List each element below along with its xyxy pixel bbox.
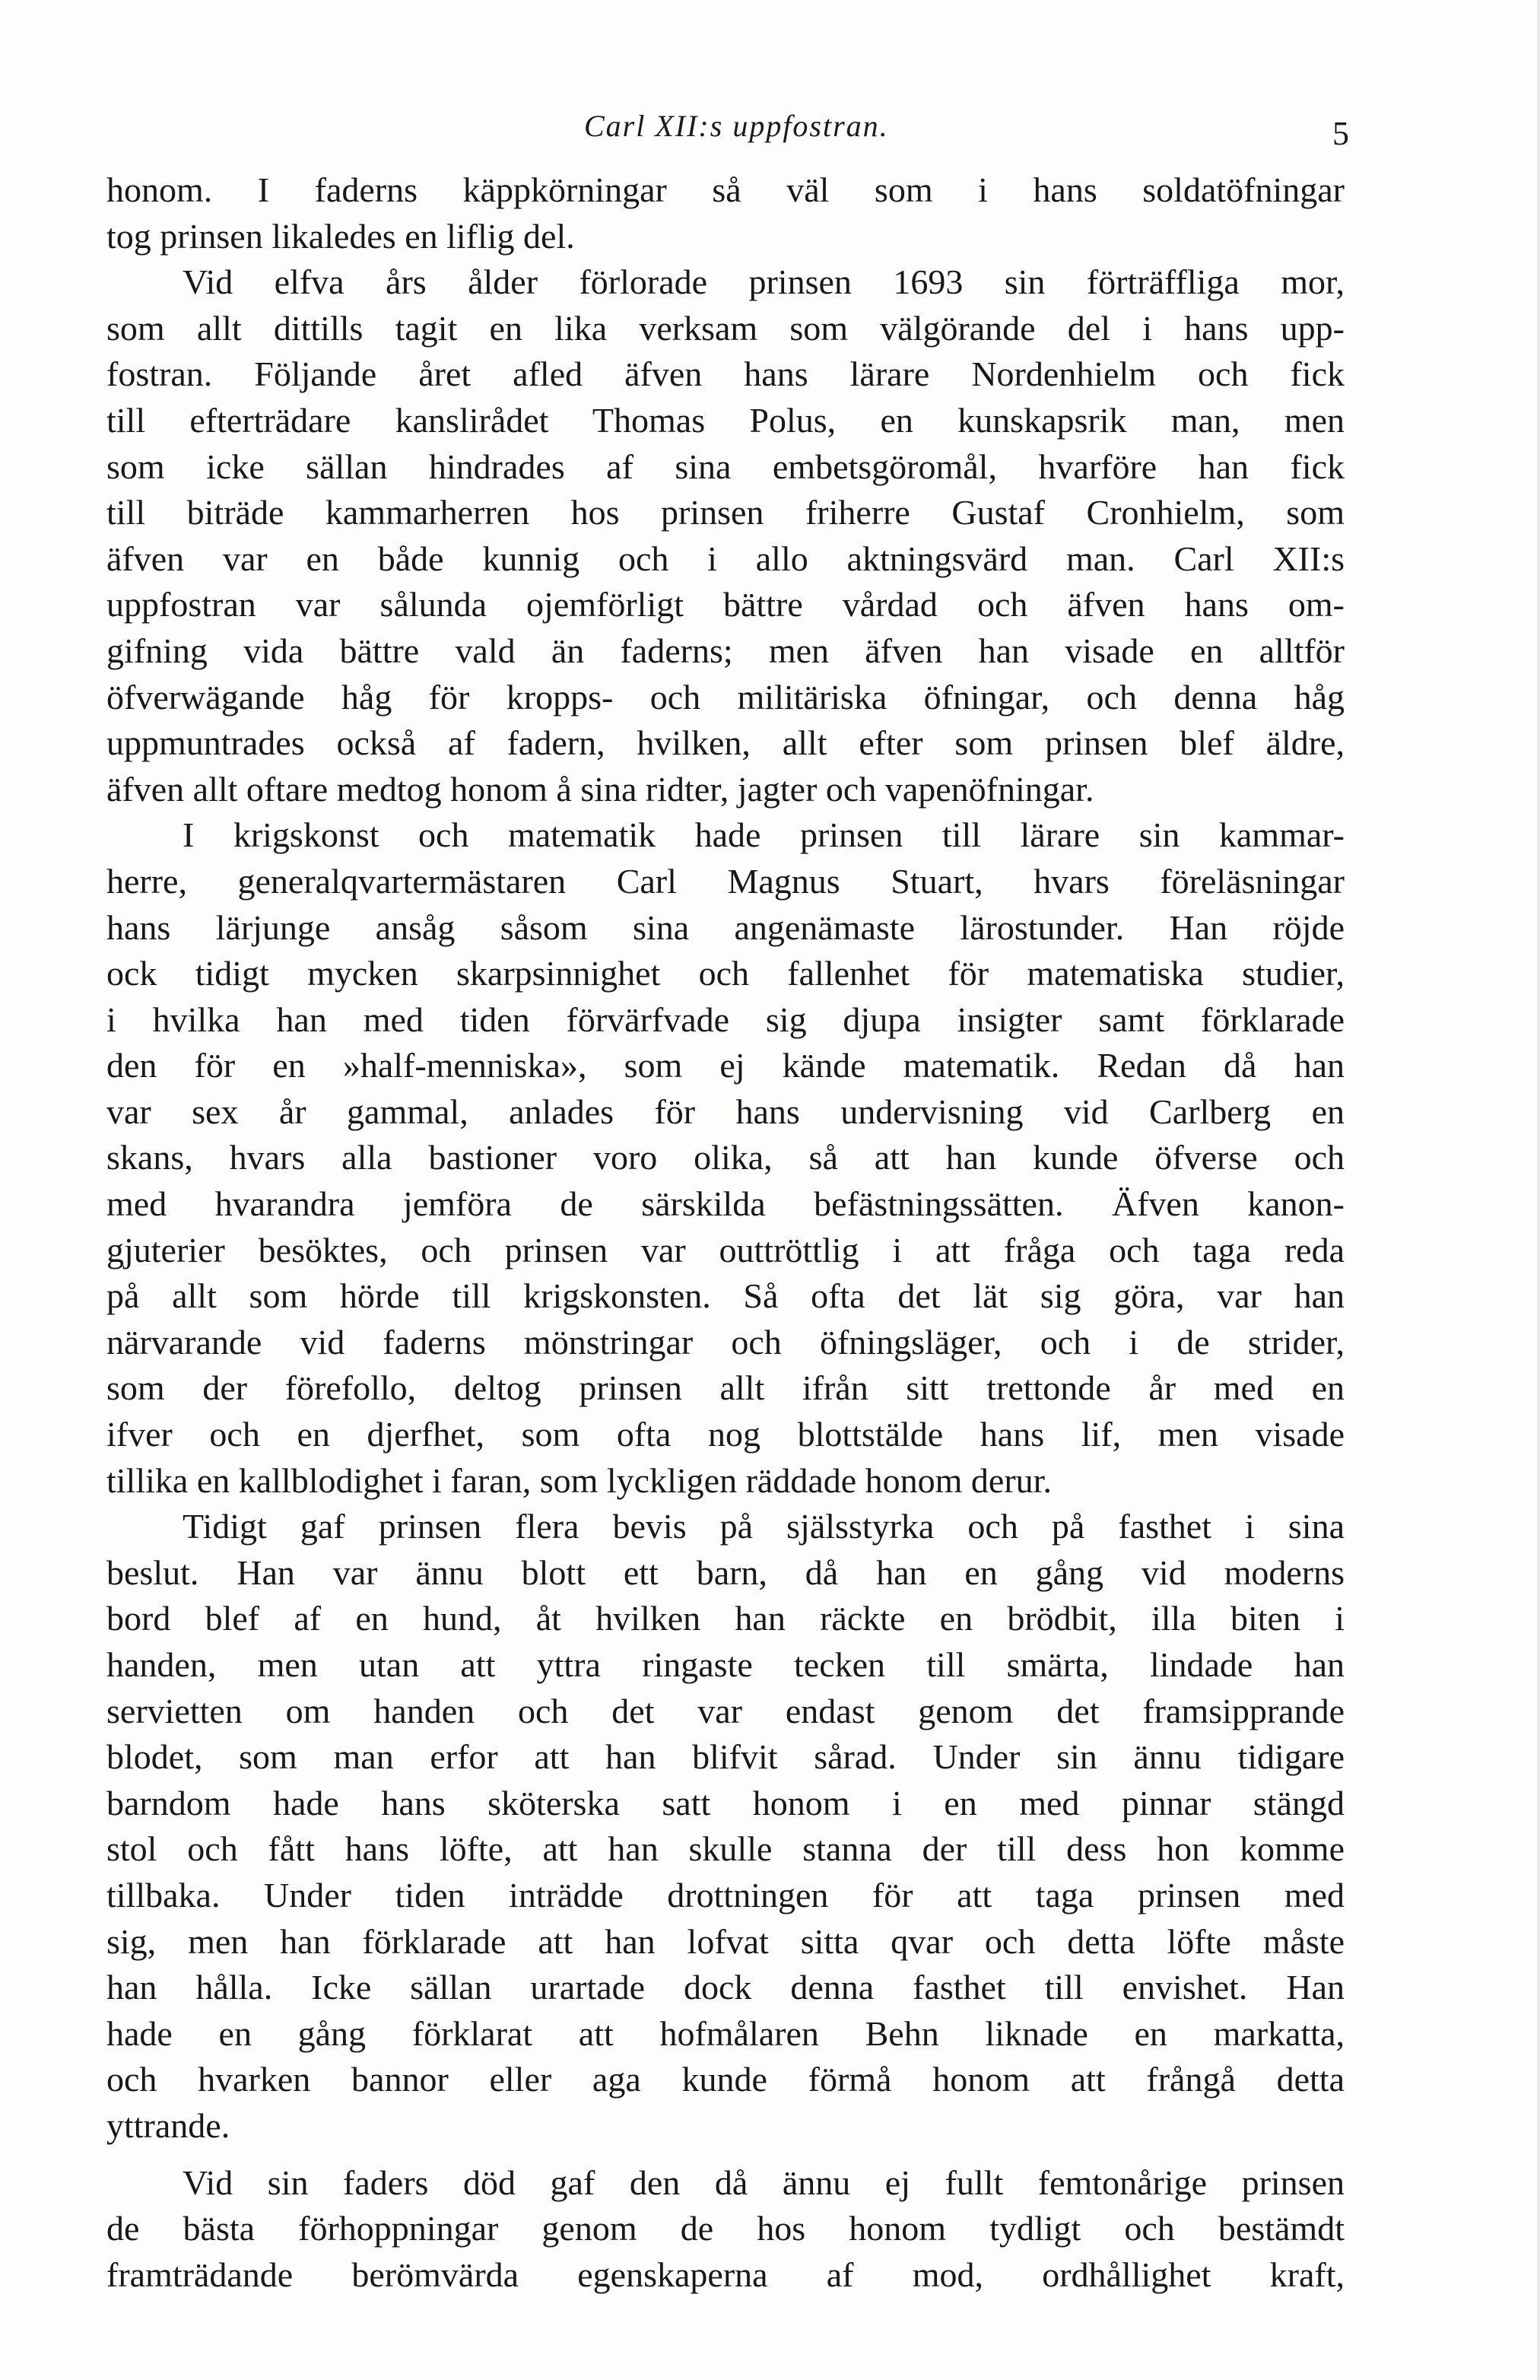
- text-line: gjuterier besöktes, och prinsen var outtröttlig i att fråga och taga reda: [106, 1230, 1345, 1269]
- text-line: till efterträdare kanslirådet Thomas Polus, en kunskapsrik man, men: [106, 400, 1345, 440]
- text-line: äfven var en både kunnig och i allo aktningsvärd man. Carl XII:s: [106, 539, 1345, 578]
- text-line: hade en gång förklarat att hofmålaren Behn liknade en markatta,: [106, 2013, 1345, 2053]
- text-line: uppmuntrades också af fadern, hvilken, allt efter som prinsen blef äldre,: [106, 723, 1345, 763]
- text-line: gifning vida bättre vald än faderns; men äfven han visade en alltför: [106, 631, 1345, 670]
- text-line: skans, hvars alla bastioner voro olika, så att han kunde öfverse och: [106, 1138, 1345, 1177]
- text-line: Vid elfva års ålder förlorade prinsen 1693 sin förträffliga mor,: [183, 262, 1345, 302]
- text-line: ock tidigt mycken skarpsinnighet och fallenhet för matematiska studier,: [106, 954, 1345, 993]
- text-line: stol och fått hans löfte, att han skulle stanna der till dess hon komme: [106, 1829, 1345, 1869]
- text-line: som icke sällan hindrades af sina embetsgöromål, hvarföre han fick: [106, 446, 1345, 486]
- text-line: på allt som hörde till krigskonsten. Så ofta det lät sig göra, var han: [106, 1276, 1345, 1316]
- page-edge: [1537, 0, 1540, 2380]
- text-line: honom. I faderns käppkörningar så väl som i hans soldatöfningar: [106, 170, 1345, 209]
- text-line: var sex år gammal, anlades för hans undervisning vid Carlberg en: [106, 1091, 1345, 1131]
- text-line: barndom hade hans sköterska satt honom i en med pinnar stängd: [106, 1783, 1345, 1822]
- text-line: servietten om handen och det var endast genom det framsipprande: [106, 1691, 1345, 1730]
- text-line: framträdande berömvärda egenskaperna af mod, ordhållighet kraft,: [106, 2254, 1345, 2294]
- text-line: tog prinsen likaledes en liflig del.: [106, 216, 575, 256]
- text-line: hans lärjunge ansåg såsom sina angenämaste lärostunder. Han röjde: [106, 907, 1345, 947]
- text-line: ifver och en djerfhet, som ofta nog blottstälde hans lif, men visade: [106, 1415, 1345, 1454]
- text-line: I krigskonst och matematik hade prinsen till lärare sin kammar-: [183, 815, 1345, 855]
- body-text: [106, 167, 1345, 2298]
- text-line: sig, men han förklarade att han lofvat sitta qvar och detta löfte måste: [106, 1921, 1345, 1961]
- text-line: bord blef af en hund, åt hvilken han räckte en brödbit, illa biten i: [106, 1599, 1345, 1638]
- text-line: Tidigt gaf prinsen flera bevis på själsstyrka och på fasthet i sina: [183, 1507, 1345, 1546]
- text-line: öfverwägande håg för kropps- och militäriska öfningar, och denna håg: [106, 677, 1345, 717]
- text-line: yttrande.: [106, 2105, 230, 2145]
- text-line: fostran. Följande året afled äfven hans lärare Nordenhielm och fick: [106, 354, 1345, 394]
- text-line: äfven allt oftare medtog honom å sina ridter, jagter och vapenöfningar.: [106, 769, 1094, 809]
- text-line: och hvarken bannor eller aga kunde förmå honom att frångå detta: [106, 2060, 1345, 2099]
- text-line: herre, generalqvartermästaren Carl Magnus Stuart, hvars föreläsningar: [106, 861, 1345, 901]
- text-line: uppfostran var sålunda ojemförligt bättre vårdad och äfven hans om-: [106, 585, 1345, 624]
- text-line: som der förefollo, deltog prinsen allt ifrån sitt trettonde år med en: [106, 1368, 1345, 1408]
- text-line: blodet, som man erfor att han blifvit sårad. Under sin ännu tidigare: [106, 1737, 1345, 1777]
- text-line: Vid sin faders död gaf den då ännu ej fullt femtonårige prinsen: [183, 2162, 1345, 2202]
- text-line: som allt dittills tagit en lika verksam som välgörande del i hans upp-: [106, 308, 1345, 348]
- text-line: handen, men utan att yttra ringaste tecken till smärta, lindade han: [106, 1645, 1345, 1684]
- text-line: beslut. Han var ännu blott ett barn, då han en gång vid moderns: [106, 1552, 1345, 1592]
- text-line: han hålla. Icke sällan urartade dock denna fasthet till envishet. Han: [106, 1968, 1345, 2007]
- text-line: de bästa förhoppningar genom de hos honom tydligt och bestämdt: [106, 2209, 1345, 2248]
- running-head: Carl XII:s uppfostran.: [584, 109, 889, 143]
- text-line: med hvarandra jemföra de särskilda befästningssätten. Äfven kanon-: [106, 1184, 1345, 1224]
- text-line: tillbaka. Under tiden inträdde drottningen för att taga prinsen med: [106, 1875, 1345, 1914]
- page-number: 5: [1332, 115, 1349, 152]
- text-line: tillika en kallblodighet i faran, som lyckligen räddade honom derur.: [106, 1460, 1052, 1500]
- text-line: närvarande vid faderns mönstringar och öfningsläger, och i de strider,: [106, 1322, 1345, 1362]
- text-line: i hvilka han med tiden förvärfvade sig djupa insigter samt förklarade: [106, 999, 1345, 1039]
- text-line: till biträde kammarherren hos prinsen friherre Gustaf Cronhielm, som: [106, 493, 1345, 532]
- paragraph-gap: [106, 2150, 1345, 2160]
- text-line: den för en »half-menniska», som ej kände matematik. Redan då han: [106, 1046, 1345, 1085]
